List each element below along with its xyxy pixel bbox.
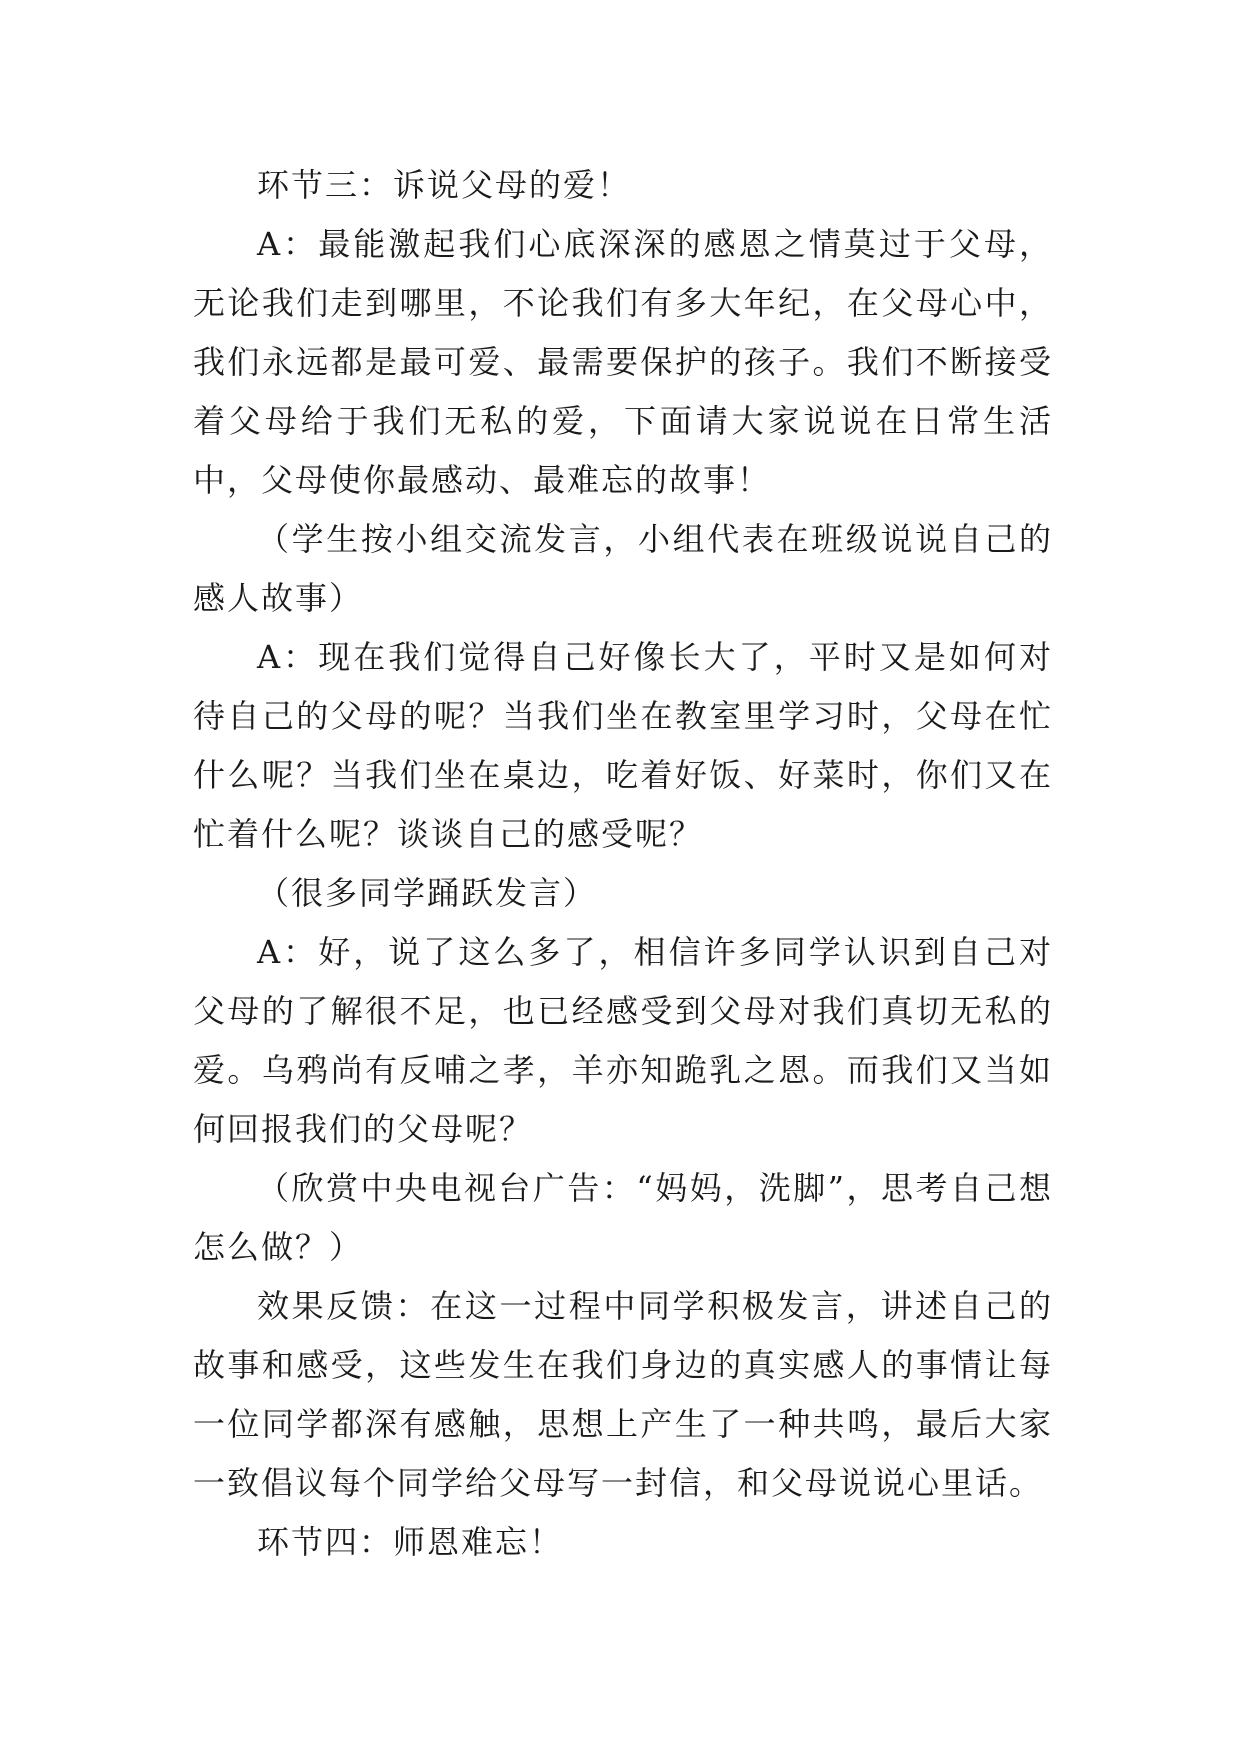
paragraph-parents-love: A：最能激起我们心底深深的感恩之情莫过于父母，无论我们走到哪里，不论我们有多大年纪，在父母心中，我们永远都是最可爱、最需要保护的孩子。我们不断接受着父母给于我们无私的爱，下面请大家说说在日常生活中，父母使你最感动、最难忘的故事！ [193,225,1053,499]
paragraph-repay-parents: A：好，说了这么多了，相信许多同学认识到自己对父母的了解很不足，也已经感受到父母对我们真切无私的爱。乌鸦尚有反哺之孝，羊亦知跪乳之恩。而我们又当如何回报我们的父母呢？ [193,933,1053,1148]
section-heading-3: 环节三：诉说父母的爱！ [257,166,632,204]
document-body [193,156,1053,1572]
section-heading-4: 环节四：师恩难忘！ [257,1523,564,1561]
paragraph-students-speak: （很多同学踊跃发言） [257,874,598,912]
paragraph-cctv-ad: （欣赏中央电视台广告：“妈妈，洗脚”，思考自己想怎么做？） [193,1169,1053,1266]
paragraph-group-sharing: （学生按小组交流发言，小组代表在班级说说自己的感人故事） [193,520,1053,617]
paragraph-feedback: 效果反馈：在这一过程中同学积极发言，讲述自己的故事和感受，这些发生在我们身边的真实感人的事情让每一位同学都深有感触，思想上产生了一种共鸣，最后大家一致倡议每个同学给父母写一封信，和父母说说心里话。 [193,1287,1053,1502]
paragraph-how-treat-parents: A：现在我们觉得自己好像长大了，平时又是如何对待自己的父母的呢？当我们坐在教室里学习时，父母在忙什么呢？当我们坐在桌边，吃着好饭、好菜时，你们又在忙着什么呢？谈谈自己的感受呢？ [193,638,1053,853]
